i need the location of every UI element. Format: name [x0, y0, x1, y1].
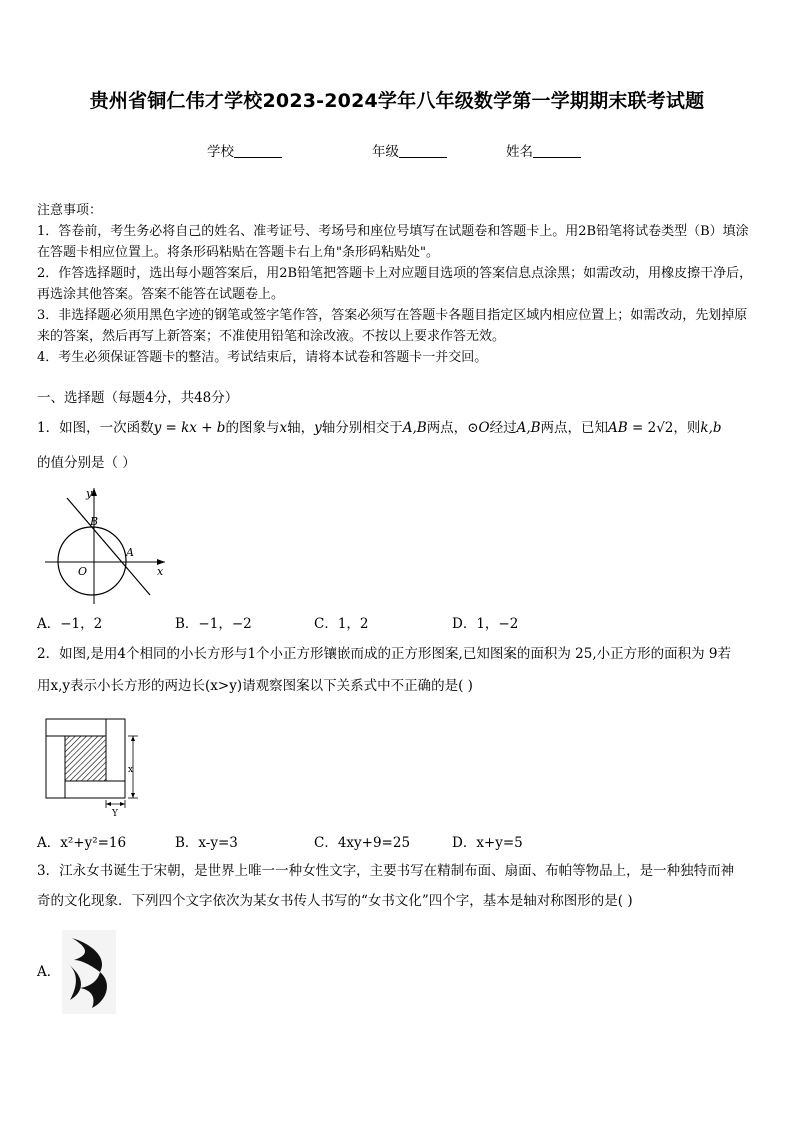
grade-blank [399, 145, 447, 158]
option-d[interactable]: D．x+y=5 [452, 835, 523, 851]
option-c[interactable]: C．4xy+9=25 [314, 835, 411, 851]
question-2 [37, 640, 759, 701]
rect-top [46, 719, 106, 736]
note-item: 2．作答选择题时，选出每小题答案后，用2B铅笔把答题卡上对应题目选项的答案信息点涂黑；如需改动，用橡皮擦干净后，再选涂其他答案。答案不能答在试题卷上。 [37, 266, 753, 302]
school-label: 学校 [207, 144, 234, 160]
character-background [62, 930, 116, 1014]
hatched-area [65, 736, 106, 781]
label-x: x [128, 765, 134, 775]
option-a[interactable]: A．−1，2 [37, 616, 103, 632]
label-y: y [86, 487, 93, 500]
option-c[interactable]: C．1，2 [314, 616, 369, 632]
option-d[interactable]: D．1，−2 [452, 616, 519, 632]
rect-bottom [65, 781, 125, 798]
question-3 [37, 857, 759, 916]
rect-left [46, 736, 65, 798]
option-b[interactable]: B．−1，−2 [175, 616, 252, 632]
option-a[interactable]: A．x²+y²=16 [37, 835, 127, 851]
q2-figure [44, 716, 154, 820]
grade-label: 年级 [372, 144, 399, 160]
question-1-line-1: 1．如图，一次函数y = kx + b的图象与x轴，y轴分别相交于A,B两点，⊙O经过A,B两点，已知AB = 2√2，则k,b [37, 420, 722, 436]
option-b[interactable]: B．x-y=3 [175, 835, 238, 851]
grade-field [372, 140, 447, 160]
page-title: 贵州省铜仁伟才学校2023-2024学年八年级数学第一学期期末联考试题 [89, 90, 705, 112]
question-2-line-1: 2．如图,是用4个相同的小长方形与1个小正方形镶嵌而成的正方形图案,已知图案的面积为 25,小正方形的面积为 9若 [37, 646, 731, 662]
dim-y-arrow-right [120, 802, 125, 806]
name-blank [533, 145, 581, 158]
rect-right [106, 719, 125, 781]
note-item: 4．考生必须保证答题卡的整洁。考试结束后，请将本试卷和答题卡一并交回。 [37, 350, 488, 365]
name-field [506, 140, 581, 160]
question-2-line-2: 用x,y表示小长方形的两边长(x>y)请观察图案以下关系式中不正确的是( ) [37, 678, 473, 694]
section-heading: 一、选择题（每题4分，共48分） [37, 390, 239, 406]
notes-section [37, 200, 759, 368]
dim-y-arrow-left [106, 802, 111, 806]
question-3-line-2: 奇的文化现象．下列四个文字依次为某女书传人书写的“女书文化”四个字，基本是轴对称图形的是( ) [37, 893, 633, 909]
circle-o [58, 527, 126, 595]
label-o: O [78, 565, 88, 578]
label-a: A [126, 546, 134, 559]
notes-header: 注意事项： [37, 203, 103, 218]
note-item: 1．答卷前，考生务必将自己的姓名、准考证号、考场号和座位号填写在试题卷和答题卡上。用2B铅笔将试卷类型（B）填涂在答题卡相应位置上。将条形码粘贴在答题卡右上角"条形码粘贴处"。 [37, 224, 749, 260]
question-1-line-2: 的值分别是（ ） [37, 455, 136, 471]
q1-figure [40, 482, 170, 607]
question-1 [37, 414, 759, 478]
school-blank [234, 145, 282, 158]
school-field [207, 140, 282, 160]
note-item: 3．非选择题必须用黑色字迹的钢笔或签字笔作答，答案必须写在答题卡各题目指定区域内相应位置上；如需改动，先划掉原来的答案，然后再写上新答案；不准使用铅笔和涂改液。不按以上要求作答无效。 [37, 308, 748, 344]
label-y: Y [112, 809, 118, 819]
q3-option-a-label[interactable]: A． [37, 964, 61, 980]
question-3-line-1: 3．江永女书诞生于宋朝，是世界上唯一一种女性文字，主要书写在精制布面、扇面、布帕等物品上，是一种独特而神 [37, 863, 735, 879]
name-label: 姓名 [506, 144, 533, 160]
dim-x-arrow-bottom [131, 793, 135, 798]
label-x: x [157, 565, 164, 578]
label-b: B [90, 515, 99, 528]
dim-x-arrow-top [131, 736, 135, 741]
function-line [67, 498, 150, 595]
nushu-character-a [62, 930, 116, 1014]
